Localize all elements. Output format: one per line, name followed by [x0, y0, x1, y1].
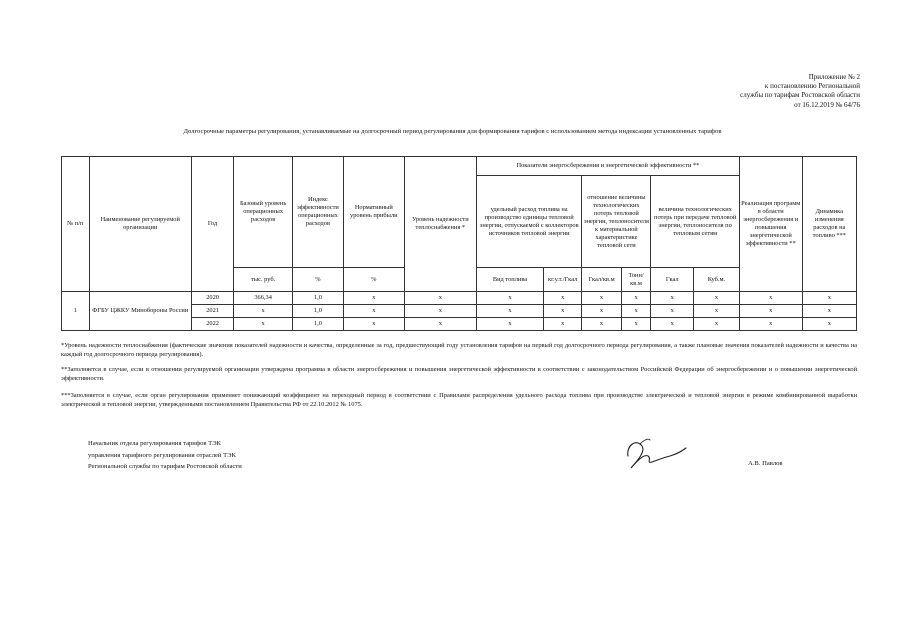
- signatory-position: [88, 438, 242, 473]
- cell-fuel-type: х: [476, 318, 543, 331]
- cell-profit: х: [343, 292, 404, 305]
- header-loss-value: величина технологических потерь при передаче тепловой энергии, теплоносителя по тепловым сетям: [651, 176, 739, 268]
- header-base-level: Базовый уровень операционных расходов: [234, 157, 293, 268]
- parameters-table: [61, 156, 857, 331]
- footnote-energy-program: **Заполняется в случае, если в отношении регулируемой организации утверждена программа в области энергосбережения и повышения энергетической эффективности в соответствии с законодательством Российской Федерации об энергосбережении и о повышении энергетической эффективности.: [61, 366, 857, 382]
- cell-dynamics: х: [802, 305, 856, 318]
- cell-gcal: х: [651, 292, 694, 305]
- org-name: ФГБУ ЦЖКУ Минобороны России: [89, 292, 191, 331]
- cell-year: 2022: [191, 318, 234, 331]
- unit-fuel-type: Вид топлива: [476, 268, 543, 292]
- cell-t-m2: х: [621, 318, 651, 331]
- header-fuel-consumption: удельный расход топлива на производство единицы тепловой энергии, отпускаемой с коллекторов источников тепловой энергии: [476, 176, 581, 268]
- appendix-line-1: Приложение № 2: [808, 73, 860, 81]
- cell-index: 1,0: [292, 292, 343, 305]
- header-num: № п/п: [62, 157, 90, 292]
- cell-reliability: х: [404, 305, 476, 318]
- unit-fuel: кг.у.т./Гкал: [544, 268, 582, 292]
- signatory-position-line-1: Начальник отдела регулирования тарифов ТЭК: [88, 440, 221, 447]
- header-reliability: Уровень надежности теплоснабжения *: [404, 157, 476, 292]
- cell-index: 1,0: [292, 305, 343, 318]
- appendix-header: [740, 73, 860, 110]
- unit-index: %: [292, 268, 343, 292]
- cell-gcal-m2: х: [582, 305, 621, 318]
- cell-base: х: [234, 318, 293, 331]
- footnote-reliability: *Уровень надежности теплоснабжения (фактические значения показателей надежности и качества, определенные за год, предшествующий году установления тарифов на первый год долгосрочного периода регулирования, а также плановые значения показателей надежности и качества на каждый год долгосрочного периода регулирования).: [61, 342, 857, 358]
- signatory-position-line-3: Региональной службы по тарифам Ростовской области: [88, 463, 242, 470]
- cell-fuel: х: [544, 318, 582, 331]
- cell-m3: х: [694, 292, 740, 305]
- cell-profit: х: [343, 305, 404, 318]
- cell-m3: х: [694, 305, 740, 318]
- cell-reliability: х: [404, 292, 476, 305]
- unit-profit: %: [343, 268, 404, 292]
- cell-reliability: х: [404, 318, 476, 331]
- footnote-fuel-coefficient: ***Заполняется в случае, если орган регулирования применяет понижающий коэффициент на переходный период в соответствии с Правилами распределения удельного расхода топлива при производстве электрической и тепловой энергии в режиме комбинированной выработки электрической и тепловой энергии, утвержденными постановлением Правительства РФ от 22.10.2012 № 1075.: [61, 392, 857, 408]
- cell-gcal-m2: х: [582, 318, 621, 331]
- header-energy-efficiency-group: Показатели энергосбережения и энергетической эффективности **: [476, 157, 739, 176]
- cell-base: х: [234, 305, 293, 318]
- appendix-line-3: службы по тарифам Ростовской области: [740, 91, 860, 100]
- unit-m3: Куб.м.: [694, 268, 740, 292]
- document-title: Долгосрочные параметры регулирования, устанавливаемые на долгосрочный период регулирования для формирования тарифов с использованием метода индексации установленных тарифов: [183, 128, 722, 135]
- table-row: [62, 292, 857, 305]
- cell-t-m2: х: [621, 292, 651, 305]
- header-year: Год: [191, 157, 234, 292]
- cell-base: 366,34: [234, 292, 293, 305]
- cell-year: 2021: [191, 305, 234, 318]
- cell-fuel: х: [544, 292, 582, 305]
- signatory-position-line-2: управления тарифного регулирования отраслей ТЭК: [88, 451, 236, 459]
- appendix-line-4: от 16.12.2019 № 64/76: [794, 100, 860, 109]
- cell-gcal: х: [651, 305, 694, 318]
- cell-t-m2: х: [621, 305, 651, 318]
- header-organization: Наименование регулируемой организации: [89, 157, 191, 292]
- cell-fuel-type: х: [476, 305, 543, 318]
- cell-fuel-type: х: [476, 292, 543, 305]
- header-efficiency-index: Индекс эффективности операционных расходов: [292, 157, 343, 268]
- unit-gcal-m2: Гкал/кв.м: [582, 268, 621, 292]
- unit-base: тыс. руб.: [234, 268, 293, 292]
- signatory-name: А.В. Павлов: [748, 460, 783, 467]
- cell-gcal: х: [651, 318, 694, 331]
- cell-index: 1,0: [292, 318, 343, 331]
- header-loss-ratio: отношение величины технологических потерь тепловой энергии, теплоносителя к материальной характеристике тепловой сети: [582, 176, 651, 268]
- cell-m3: х: [694, 318, 740, 331]
- header-fuel-dynamics: Динамика изменения расходов на топливо ***: [802, 157, 856, 292]
- cell-gcal-m2: х: [582, 292, 621, 305]
- unit-gcal: Гкал: [651, 268, 694, 292]
- header-program: Реализация программ в области энергосбережения и повышения энергетической эффективности **: [739, 157, 802, 292]
- cell-profit: х: [343, 318, 404, 331]
- header-profit-level: Нормативный уровень прибыли: [343, 157, 404, 268]
- cell-year: 2020: [191, 292, 234, 305]
- handwritten-signature: [622, 432, 688, 476]
- cell-fuel: х: [544, 305, 582, 318]
- cell-program: х: [739, 305, 802, 318]
- cell-dynamics: х: [802, 318, 856, 331]
- org-number: 1: [62, 292, 90, 331]
- appendix-line-2: к постановлению Региональной: [764, 82, 860, 91]
- cell-program: х: [739, 292, 802, 305]
- cell-dynamics: х: [802, 292, 856, 305]
- cell-program: х: [739, 318, 802, 331]
- unit-t-m2: Тонн/кв.м: [621, 268, 651, 292]
